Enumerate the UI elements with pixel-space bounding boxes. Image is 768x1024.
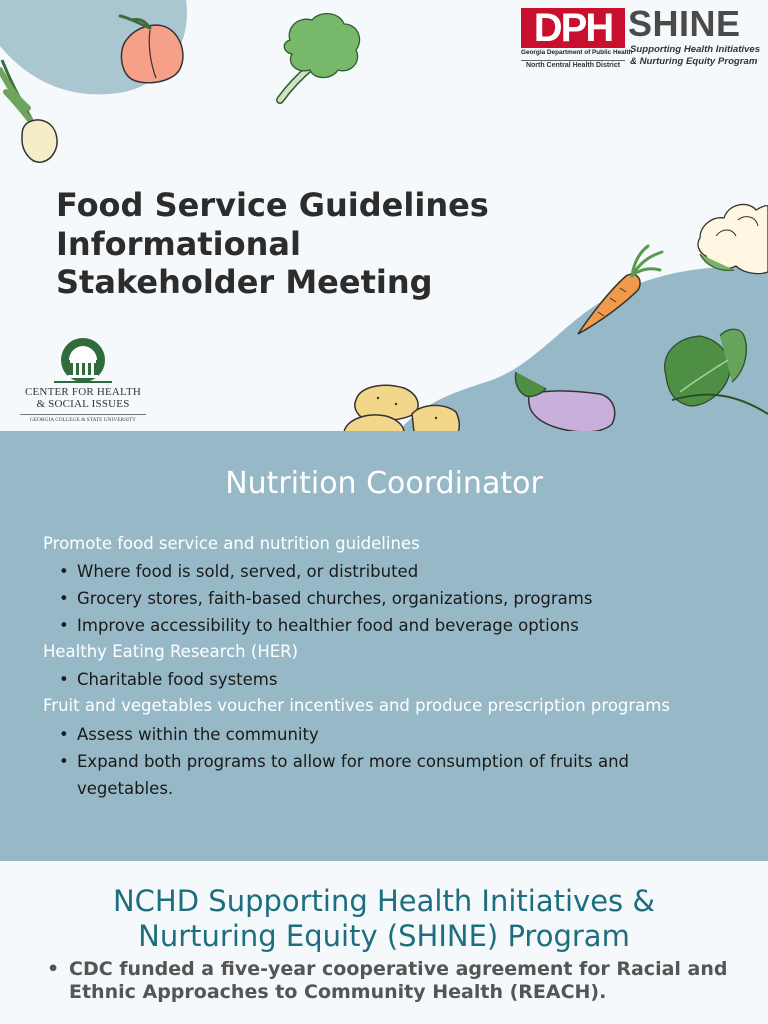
shine-logo	[628, 3, 764, 72]
shine-section-bullet	[69, 958, 749, 1004]
chsi-name-line-2: & SOCIAL ISSUES	[36, 398, 130, 410]
nutrition-heading: Nutrition Coordinator	[225, 466, 543, 501]
shine-bullet-line-2: Ethnic Approaches to Community Health (REACH).	[69, 981, 607, 1003]
shine-title-line-1: NCHD Supporting Health Initiatives &	[112, 884, 655, 918]
nutrition-group-1-lead: Promote food service and nutrition guidelines	[43, 534, 420, 553]
nutrition-group-1-bullet-1: • Where food is sold, served, or distributed	[77, 558, 418, 585]
shine-section-title	[0, 884, 768, 954]
cauliflower-icon	[698, 204, 768, 273]
shine-bullet-line-1: • CDC funded a five-year cooperative agreement for Racial and	[69, 958, 728, 980]
chsi-university: GEORGIA COLLEGE & STATE UNIVERSITY	[20, 414, 146, 423]
nutrition-group-2-lead: Healthy Eating Research (HER)	[43, 642, 299, 661]
shine-logo-word: SHINE	[628, 3, 741, 44]
nutrition-group-3-bullet-2-continued: vegetables.	[77, 779, 174, 798]
nutrition-group-3-lead: Fruit and vegetables voucher incentives and produce prescription programs	[43, 696, 670, 715]
dph-district-name: North Central Health District	[521, 60, 625, 69]
dph-department-name: Georgia Department of Public Health	[521, 49, 633, 56]
chsi-name	[20, 386, 146, 410]
nutrition-group-1-bullet-3: • Improve accessibility to healthier food and beverage options	[77, 612, 579, 639]
nutrition-group-1-bullet-2: • Grocery stores, faith-based churches, organizations, programs	[77, 585, 592, 612]
dph-logo	[521, 8, 633, 69]
title-line-2: Informational	[56, 224, 301, 263]
title-line-1: Food Service Guidelines	[56, 186, 489, 224]
shine-tagline-2: & Nurturing Equity Program	[630, 56, 758, 67]
shine-title-line-2: Nurturing Equity (SHINE) Program	[138, 919, 630, 953]
chsi-building-icon	[20, 338, 146, 386]
chsi-name-line-1: CENTER FOR HEALTH	[24, 386, 142, 398]
potato-icon	[344, 385, 459, 432]
nutrition-group-3-bullet-2: • Expand both programs to allow for more consumption of fruits and	[77, 748, 629, 775]
nutrition-group-2-bullet-1: • Charitable food systems	[77, 666, 277, 693]
dph-logo-mark: DPH	[521, 8, 625, 48]
nutrition-group-3-bullet-1: • Assess within the community	[77, 721, 319, 748]
shine-tagline-1: Supporting Health Initiatives	[630, 44, 761, 55]
broccoli-icon	[280, 14, 360, 100]
title-line-3: Stakeholder Meeting	[56, 263, 433, 301]
page-title	[56, 186, 526, 302]
chsi-logo	[20, 338, 146, 426]
